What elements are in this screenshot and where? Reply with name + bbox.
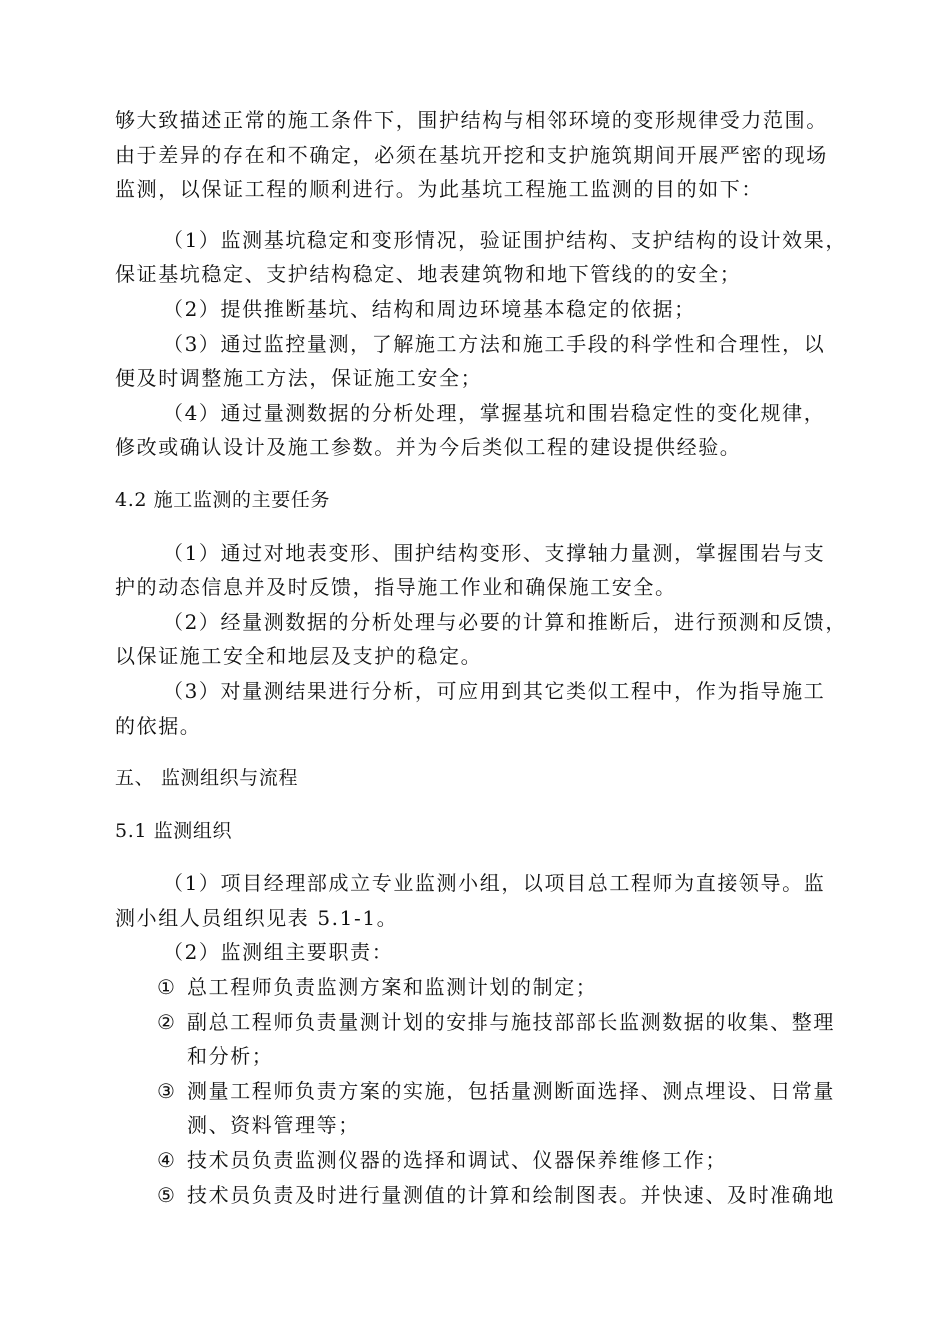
purpose-1-line-1: （1）监测基坑稳定和变形情况，验证围护结构、支护结构的设计效果， [163, 227, 847, 252]
task-1-line-2: 护的动态信息并及时反馈，指导施工作业和确保施工安全。 [115, 575, 677, 600]
intro-line-3: 监测，以保证工程的顺利进行。为此基坑工程施工监测的目的如下： [115, 177, 763, 202]
duty-marker: ① [157, 975, 177, 1000]
task-3-line-1: （3）对量测结果进行分析，可应用到其它类似工程中，作为指导施工 [163, 678, 826, 703]
purpose-3-line-1: （3）通过监控量测，了解施工方法和施工手段的科学性和合理性，以 [163, 331, 826, 356]
task-2-line-2: 以保证施工安全和地层及支护的稳定。 [115, 644, 483, 669]
document-page [115, 103, 863, 1212]
duty-text-line: 副总工程师负责量测计划的安排与施技部部长监测数据的收集、整理 [187, 1009, 835, 1034]
duty-marker: ④ [157, 1148, 177, 1173]
org-1-line-2: 测小组人员组织见表 5.1-1。 [115, 905, 399, 930]
duty-item [115, 970, 863, 1005]
purpose-3-line-2: 便及时调整施工方法，保证施工安全； [115, 366, 483, 391]
purpose-4-line-2: 修改或确认设计及施工参数。并为今后类似工程的建设提供经验。 [115, 435, 742, 460]
intro-line-2: 由于差异的存在和不确定，必须在基坑开挖和支护施筑期间开展严密的现场 [115, 142, 828, 167]
task-3-line-2: 的依据。 [115, 713, 202, 738]
duty-marker: ③ [157, 1078, 177, 1103]
duty-marker: ② [157, 1009, 177, 1034]
duty-text-line: 技术员负责及时进行量测值的计算和绘制图表。并快速、及时准确地 [187, 1182, 835, 1207]
duty-item [115, 1178, 863, 1213]
org-2-line-1: （2）监测组主要职责： [163, 940, 394, 965]
duty-text-line: 测、资料管理等； [187, 1113, 360, 1138]
duty-text-line: 和分析； [187, 1044, 274, 1069]
task-1-line-1: （1）通过对地表变形、围护结构变形、支撑轴力量测，掌握围岩与支 [163, 540, 826, 565]
intro-line-1: 够大致描述正常的施工条件下，围护结构与相邻环境的变形规律受力范围。 [115, 108, 828, 132]
purpose-2-line-1: （2）提供推断基坑、结构和周边环境基本稳定的依据； [163, 296, 696, 321]
purpose-1-line-2: 保证基坑稳定、支护结构稳定、地表建筑物和地下管线的的安全； [115, 262, 742, 287]
duty-item [115, 1143, 863, 1178]
duty-marker: ⑤ [157, 1182, 177, 1207]
duty-text-line: 测量工程师负责方案的实施，包括量测断面选择、测点埋设、日常量 [187, 1078, 835, 1103]
duty-text-line: 总工程师负责监测方案和监测计划的制定； [187, 975, 598, 1000]
section-4-2-heading: 4.2 施工监测的主要任务 [115, 488, 331, 511]
org-1-line-1: （1）项目经理部成立专业监测小组，以项目总工程师为直接领导。监 [163, 871, 826, 896]
duty-text-line: 技术员负责监测仪器的选择和调试、仪器保养维修工作； [187, 1148, 727, 1173]
purpose-4-line-1: （4）通过量测数据的分析处理，掌握基坑和围岩稳定性的变化规律， [163, 400, 826, 425]
task-2-line-1: （2）经量测数据的分析处理与必要的计算和推断后，进行预测和反馈， [163, 609, 847, 634]
duty-item [115, 1005, 863, 1074]
section-5-heading: 五、 监测组织与流程 [115, 767, 299, 790]
duty-item [115, 1074, 863, 1143]
section-5-1-heading: 5.1 监测组织 [115, 819, 233, 842]
